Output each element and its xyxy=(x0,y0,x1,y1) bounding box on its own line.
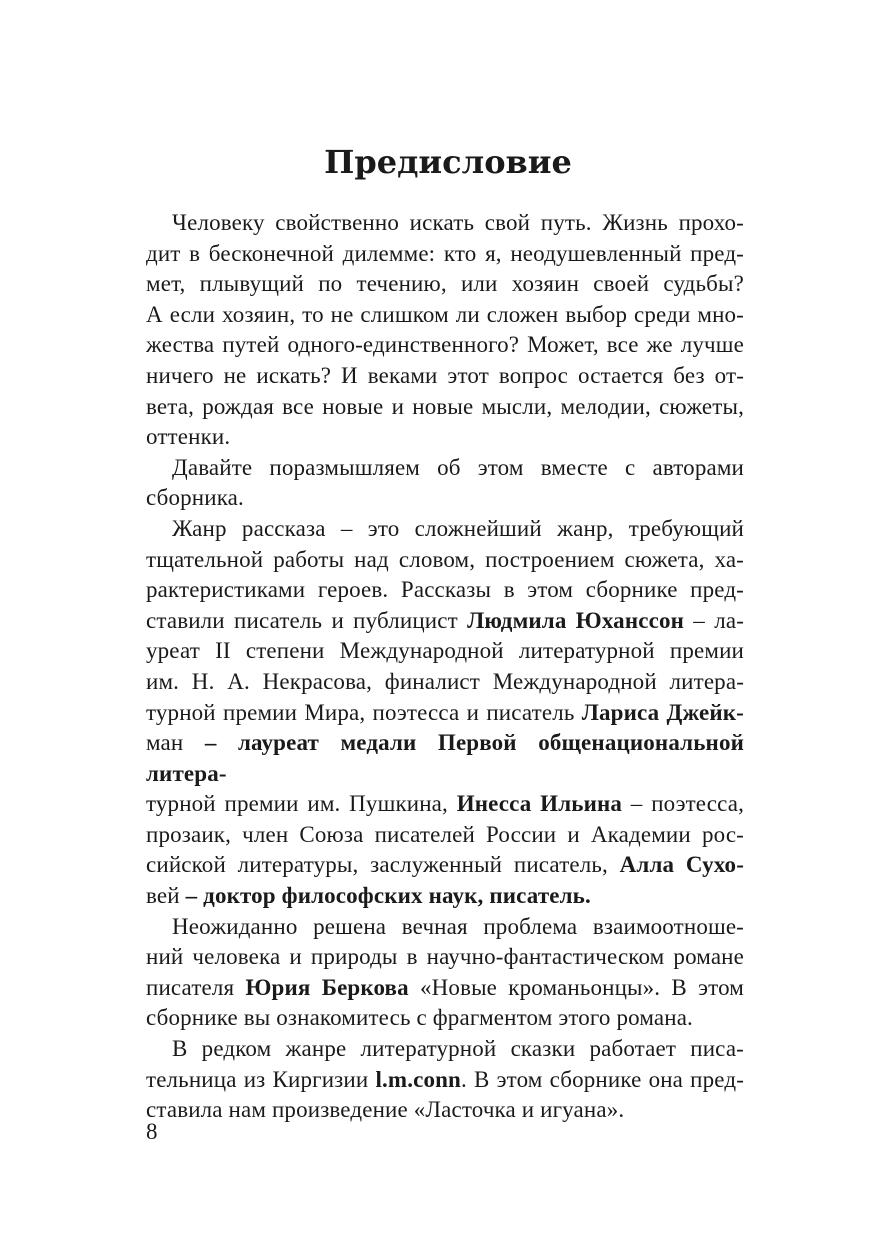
text-line xyxy=(146,942,744,973)
text-line xyxy=(146,300,744,331)
text-segment: жества путей одного-единственного? Может, все же лучше xyxy=(146,332,744,358)
text-line xyxy=(146,667,744,698)
text-segment: прозаик, член Союза писателей России и Академии рос- xyxy=(146,821,744,847)
text-line xyxy=(146,330,744,361)
text-segment: Жанр рассказа – это сложнейший жанр, требующий xyxy=(172,515,744,541)
text-segment: вей xyxy=(146,883,180,909)
text-segment: сборника. xyxy=(146,485,244,511)
author-name: Алла Сухо- xyxy=(619,852,744,878)
text-line xyxy=(146,1095,744,1126)
text-segment: им. Н. А. Некрасова, финалист Международной литера- xyxy=(146,668,744,694)
text-line xyxy=(146,789,744,820)
author-name: Инесса Ильина xyxy=(456,791,623,817)
text-segment: ставили писатель и публицист xyxy=(146,607,468,633)
text-segment: сийской литературы, заслуженный писатель, xyxy=(146,852,620,878)
text-line xyxy=(146,575,744,606)
text-line xyxy=(146,545,744,576)
text-segment: Давайте поразмышляем об этом вместе с авторами xyxy=(172,454,744,480)
body-text xyxy=(146,208,744,1126)
text-line xyxy=(146,1034,744,1065)
text-segment: В редком жанре литературной сказки работает писа- xyxy=(172,1036,744,1062)
text-segment: писателя xyxy=(146,974,246,1000)
text-segment: вета, рождая все новые и новые мысли, мелодии, сюжеты, xyxy=(146,393,744,419)
text-segment: ний человека и природы в научно-фантастическом романе xyxy=(146,944,744,970)
text-segment: оттенки. xyxy=(146,424,231,450)
text-line xyxy=(146,850,744,881)
text-segment: турной премии им. Пушкина, xyxy=(146,791,457,817)
author-name: Людмила Юханссон xyxy=(467,607,685,633)
text-segment: рактеристиками героев. Рассказы в этом сборнике пред- xyxy=(146,577,744,603)
text-line xyxy=(146,361,744,392)
author-name: l.m.conn xyxy=(375,1066,461,1092)
text-line xyxy=(146,453,744,484)
author-name: – лауреат медали Первой общенациональной литера- xyxy=(146,730,744,786)
text-line xyxy=(146,912,744,943)
text-segment: Человеку свойственно искать свой путь. Жизнь прохо- xyxy=(172,210,744,235)
text-segment: – ла- xyxy=(684,607,745,633)
text-line xyxy=(146,1065,744,1096)
text-line xyxy=(146,483,744,514)
text-segment: сборнике вы ознакомитесь с фрагментом этого романа. xyxy=(146,1005,693,1031)
text-line xyxy=(146,820,744,851)
text-line xyxy=(146,698,744,729)
text-segment: «Новые кроманьонцы». В этом xyxy=(408,974,744,1000)
page-title: Предисловие xyxy=(324,143,572,181)
author-name: Юрия Беркова xyxy=(245,974,409,1000)
text-line xyxy=(146,269,744,300)
text-segment: турной премии Мира, поэтесса и писатель xyxy=(146,699,582,725)
text-segment: тщательной работы над словом, построением сюжета, ха- xyxy=(146,546,744,572)
text-segment: тельница из Киргизии xyxy=(146,1066,376,1092)
text-segment: А если хозяин, то не слишком ли сложен выбор среди мно- xyxy=(146,301,744,327)
text-segment: ман xyxy=(146,730,184,756)
text-line xyxy=(146,636,744,667)
text-segment: дит в бесконечной дилемме: кто я, неодушевленный пред- xyxy=(146,240,744,266)
text-segment: – поэтесса, xyxy=(622,791,744,817)
text-line xyxy=(146,422,744,453)
text-line xyxy=(146,208,744,239)
text-line xyxy=(146,728,744,789)
text-line xyxy=(146,514,744,545)
text-line xyxy=(146,973,744,1004)
author-name: Лариса Джейк- xyxy=(581,699,744,725)
text-segment: Неожиданно решена вечная проблема взаимоотноше- xyxy=(172,913,744,939)
text-segment: мет, плывущий по течению, или хозяин своей судьбы? xyxy=(146,271,744,297)
text-segment: ставила нам произведение «Ласточка и игуана». xyxy=(146,1097,625,1123)
text-line xyxy=(146,239,744,270)
text-line xyxy=(146,606,744,637)
text-segment: . В этом сборнике она пред- xyxy=(461,1066,745,1092)
text-line xyxy=(146,881,744,912)
author-name: – доктор философских наук, писатель. xyxy=(179,883,591,909)
text-line xyxy=(146,1003,744,1034)
text-line xyxy=(146,392,744,423)
text-segment: уреат II степени Международной литературной премии xyxy=(146,638,744,664)
text-segment: ничего не искать? И веками этот вопрос остается без от- xyxy=(146,362,744,388)
page-number: 8 xyxy=(146,1119,158,1144)
